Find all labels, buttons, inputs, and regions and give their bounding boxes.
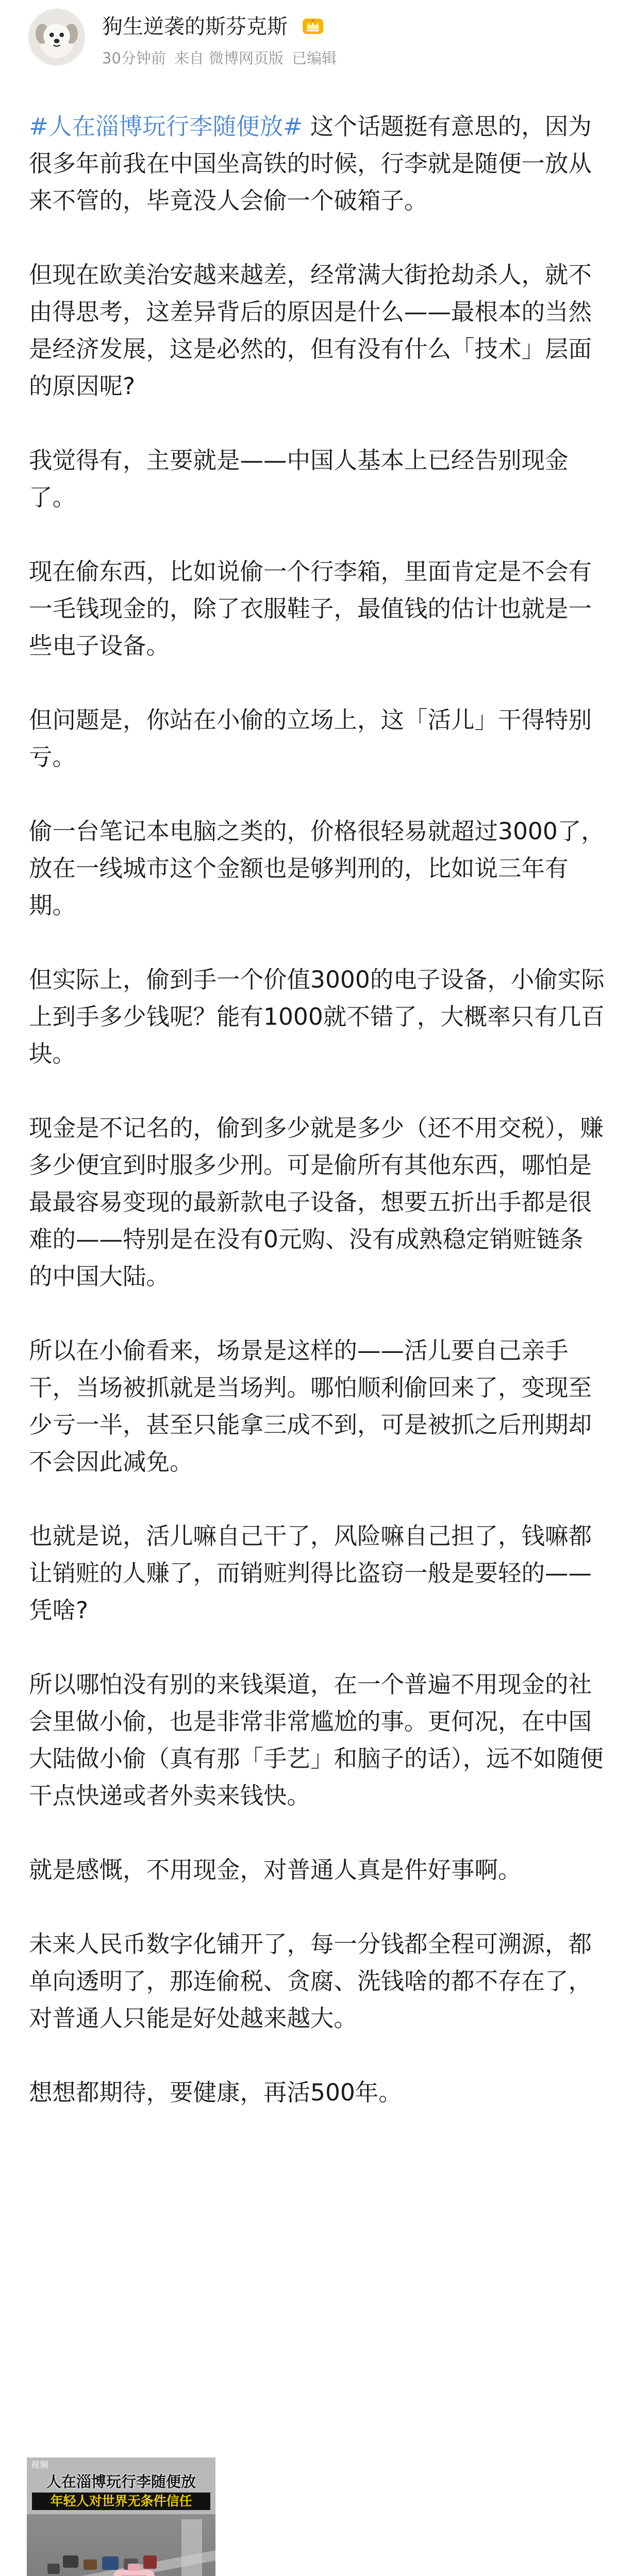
post-edited[interactable]: 已编辑 [292,49,337,67]
video-caption-subtitle: 年轻人对世界无条件信任 [32,2493,210,2510]
post-body [29,108,606,2111]
video-thumbnail[interactable] [27,2458,215,2576]
paragraph-7: 但实际上，偷到手一个价值3000的电子设备，小偷实际上到手多少钱呢？能有1000就不错了，大概率只有几百块。 [29,966,605,1067]
paragraph-13: 未来人民币数字化铺开了，每一分钱都全程可溯源，都单向透明了，那连偷税、贪腐、洗钱啥的都不存在了，对普通人只能是好处越来越大。 [29,1930,592,2032]
video-caption-title: 人在淄博玩行李随便放 [46,2473,196,2490]
paragraph-14: 想想都期待，要健康，再活500年。 [29,2079,402,2106]
paragraph-1 [29,108,606,219]
post-meta [102,48,345,68]
author-name[interactable] [102,13,324,40]
post-header [25,4,608,81]
video-type-label: 视频 [31,2460,48,2470]
author-avatar[interactable] [28,8,86,66]
crown-badge-icon[interactable] [302,15,324,36]
post-source: 来自 微博网页版 [174,49,284,67]
paragraph-9: 所以在小偷看来，场景是这样的——活儿要自己亲手干，当场被抓就是当场判。哪怕顺利偷回来了，变现至少亏一半，甚至只能拿三成不到，可是被抓之后刑期却不会因此减免。 [29,1337,592,1476]
hashtag-link[interactable]: #人在淄博玩行李随便放# [29,113,303,140]
paragraph-8: 现金是不记名的，偷到多少就是多少（还不用交税），赚多少便宜到时服多少刑。可是偷所有其他东西，哪怕是最最容易变现的最新款电子设备，想要五折出手都是很难的——特别是在没有0元购、没有成熟稳定销赃链条的中国大陆。 [29,1114,604,1290]
dog-avatar-icon [29,9,85,65]
post-time[interactable]: 30分钟前 [102,49,166,67]
paragraph-11: 所以哪怕没有别的来钱渠道，在一个普遍不用现金的社会里做小偷，也是非常非常尴尬的事。更何况，在中国大陆做小偷（真有那「手艺」和脑子的话），远不如随便干点快递或者外卖来钱快。 [29,1671,604,1809]
paragraph-5: 但问题是，你站在小偷的立场上，这「活儿」干得特别亏。 [29,706,592,771]
paragraph-4: 现在偷东西，比如说偷一个行李箱，里面肯定是不会有一毛钱现金的，除了衣服鞋子，最值钱的估计也就是一些电子设备。 [29,558,592,659]
author-name-text[interactable]: 狗生逆袭的斯芬克斯 [102,15,288,39]
paragraph-1-text: 这个话题挺有意思的，因为很多年前我在中国坐高铁的时候，行李就是随便一放从来不管的，毕竟没人会偷一个破箱子。 [29,113,592,214]
paragraph-12: 就是感慨，不用现金，对普通人真是件好事啊。 [29,1856,522,1884]
paragraph-3: 我觉得有，主要就是——中国人基本上已经告别现金了。 [29,447,569,511]
paragraph-6: 偷一台笔记本电脑之类的，价格很轻易就超过3000了，放在一线城市这个金额也是够判刑的，比如说三年有期。 [29,818,605,919]
paragraph-2: 但现在欧美治安越来越差，经常满大街抢劫杀人，就不由得思考，这差异背后的原因是什么——最根本的当然是经济发展，这是必然的，但有没有什么「技术」层面的原因呢? [29,261,592,400]
paragraph-10: 也就是说，活儿嘛自己干了，风险嘛自己担了，钱嘛都让销赃的人赚了，而销赃判得比盗窃一般是要轻的——凭啥? [29,1522,592,1624]
